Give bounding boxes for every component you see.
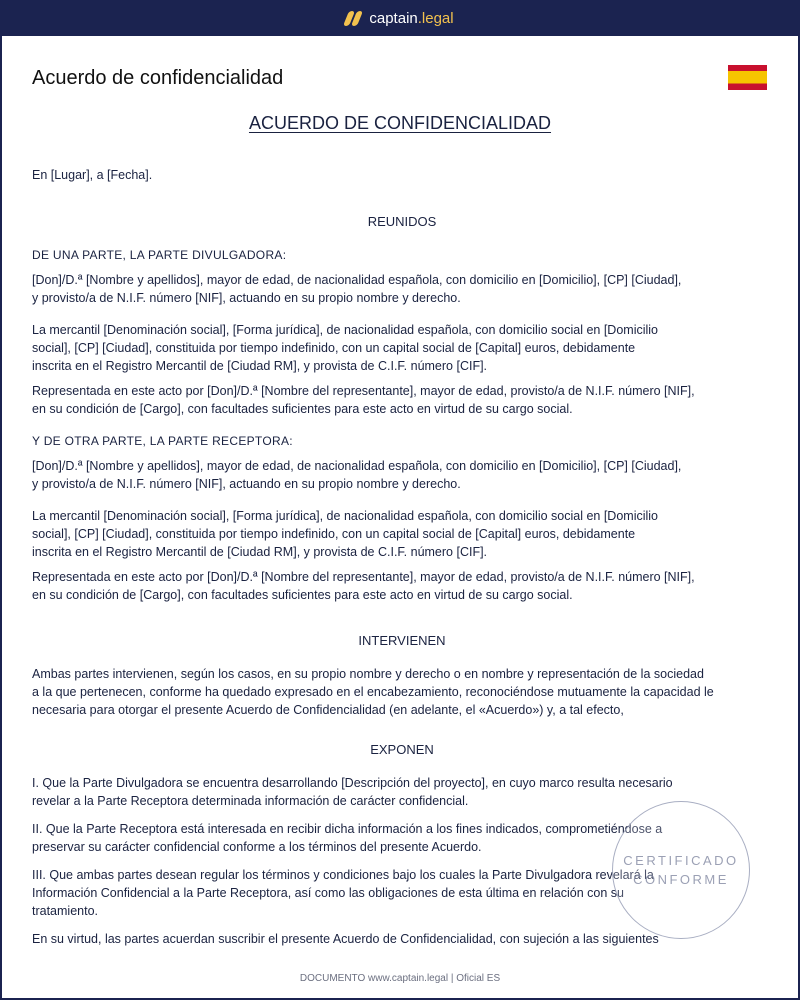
disclosing-company-paragraph: La mercantil [Denominación social], [Forma jurídica], de nacionalidad española, con domicilio social en [Domicilio social], [CP] [Ciudad], constituida por tiempo indefinido, con un capital social de [Capital] euros, debidamente inscrita en el Registro Mercantil de [Ciudad RM], y provista de C.I.F. número [CIF]. [32, 323, 659, 373]
footer-text: DOCUMENTO www.captain.legal | Oficial ES [299, 973, 501, 984]
intervienen-paragraph: Ambas partes intervienen, según los casos, en su propio nombre y derecho o en nombre y representación de la sociedad a la que pertenecen, conforme ha quedado expresado en el encabezamiento, reconociéndose mutuamente la capacidad le necesaria para otorgar el presente Acuerdo de Confidencialidad (en adelante, el «Acuerdo») y, a tal efecto, [32, 667, 714, 717]
disclosing-party-label: DE UNA PARTE, LA PARTE DIVULGADORA: [32, 248, 287, 262]
closing-paragraph: En su virtud, las partes acuerdan suscribir el presente Acuerdo de Confidencialidad, con sujeción a las siguientes [32, 932, 659, 946]
expone-paragraph-2: II. Que la Parte Receptora está interesada en recibir dicha información a los fines indicados, comprometiéndose a preservar su carácter confidencial conforme a los términos del presente Acuerdo. [32, 822, 663, 854]
expone-paragraph-3: III. Que ambas partes desean regular los términos y condiciones bajo los cuales la Parte Divulgadora revelará la Información Confidencial a la Parte Receptora, así como las obligaciones de esta última en relación con su tratamiento. [32, 868, 654, 918]
place-date: En [Lugar], a [Fecha]. [32, 168, 153, 182]
receiving-company-paragraph: La mercantil [Denominación social], [Forma jurídica], de nacionalidad española, con domicilio social en [Domicilio social], [CP] [Ciudad], constituida por tiempo indefinido, con un capital social de [Capital] euros, debidamente inscrita en el Registro Mercantil de [Ciudad RM], y provista de C.I.F. número [CIF]. [32, 509, 659, 559]
section-exponen: EXPONEN [370, 742, 434, 757]
section-reunidos: REUNIDOS [367, 214, 437, 229]
brand-name[interactable]: captain.legal [369, 9, 454, 27]
page-title: Acuerdo de confidencialidad [32, 67, 284, 89]
spain-flag-icon [728, 65, 767, 90]
document-frame [2, 36, 798, 998]
certified-stamp: CERTIFICADO CONFORME [612, 801, 750, 939]
disclosing-representative-paragraph: Representada en este acto por [Don]/D.ª [Nombre del representante], mayor de edad, provisto/a de N.I.F. número [NIF], en su condición de [Cargo], con facultades suficientes para este acto en virtud de su cargo social. [32, 384, 695, 416]
section-intervienen: INTERVIENEN [358, 633, 446, 648]
receiving-representative-paragraph: Representada en este acto por [Don]/D.ª [Nombre del representante], mayor de edad, provisto/a de N.I.F. número [NIF], en su condición de [Cargo], con facultades suficientes para este acto en virtud de su cargo social. [32, 570, 695, 602]
expone-paragraph-1: I. Que la Parte Divulgadora se encuentra desarrollando [Descripción del proyecto], en cuyo marco resulta necesario revelar a la Parte Receptora determinada información de carácter confidencial. [32, 776, 673, 808]
disclosing-person-paragraph: [Don]/D.ª [Nombre y apellidos], mayor de edad, de nacionalidad española, con domicilio en [Domicilio], [CP] [Ciudad], y provisto/a de N.I.F. número [NIF], actuando en su propio nombre y derecho. [32, 273, 682, 305]
receiving-party-label: Y DE OTRA PARTE, LA PARTE RECEPTORA: [32, 434, 293, 448]
document-heading: ACUERDO DE CONFIDENCIALIDAD [248, 113, 552, 133]
captain-logo-icon [346, 11, 360, 26]
receiving-person-paragraph: [Don]/D.ª [Nombre y apellidos], mayor de edad, de nacionalidad española, con domicilio en [Domicilio], [CP] [Ciudad], y provisto/a de N.I.F. número [NIF], actuando en su propio nombre y derecho. [32, 459, 682, 491]
top-bar [0, 0, 800, 36]
